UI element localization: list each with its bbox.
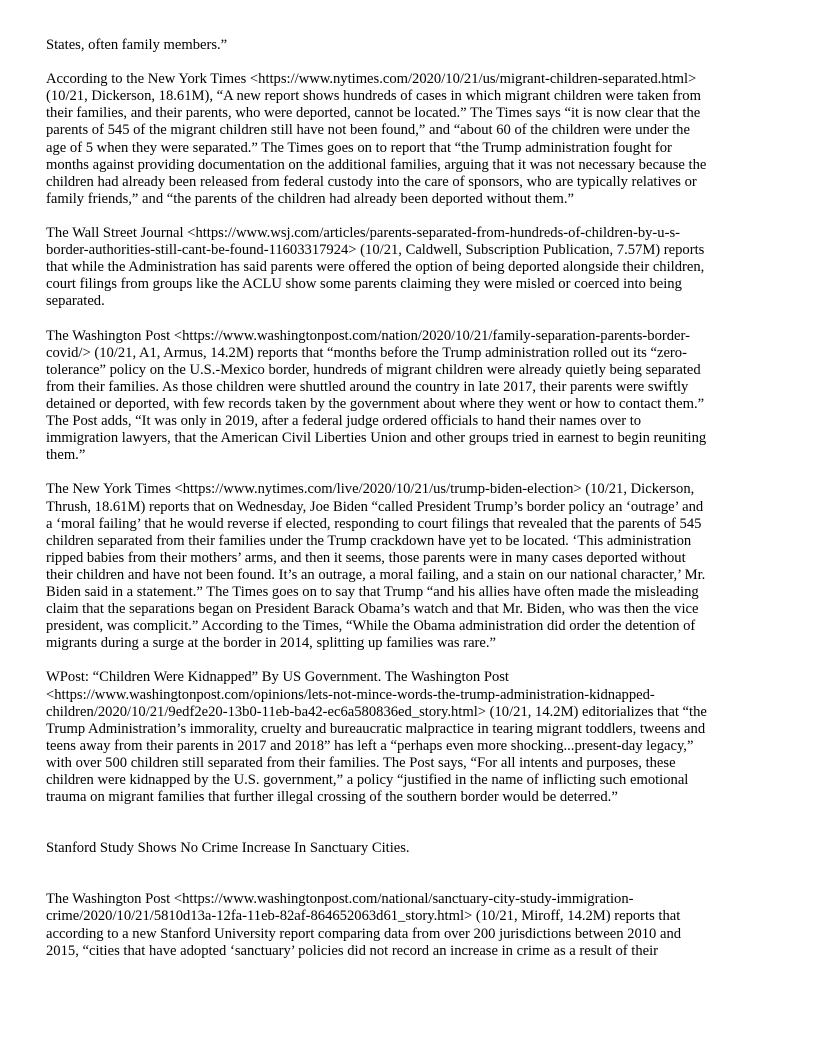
paragraph-continuation: States, often family members.” (46, 37, 228, 53)
paragraph-nyt-biden: The New York Times <https://www.nytimes.com/live/2020/10/21/us/trump-biden-election> (10/21, Dickerson, Thrush, 18.61M) reports that on Wednesday, Joe Biden “called President Trump’s border policy an ‘outrage’ and a ‘moral failing’ that he would reverse if elected, responding to court filings that revealed that the parents of 545 children separated from their families under the Trump crackdown have yet to be located. ‘This administration ripped babies from their mothers’ arms, and then it seems, those parents were in many cases deported without their children and have not been found. It’s an outrage, a moral failing, and a stain on our national character,’ Mr. Biden said in a statement.” The Times goes on to say that Trump “and his allies have often made the misleading claim that the separations began on President Barack Obama’s watch and that Mr. Biden, who was then the vice president, was complicit.” According to the Times, “While the Obama administration did order the detention of migrants during a surge at the border in 2014, splitting up families was rare.” (46, 481, 706, 652)
paragraph-wapo-report: The Washington Post <https://www.washingtonpost.com/nation/2020/10/21/family-separation-parents-border- covid/> (10/21, A1, Armus, 14.2M) reports that “months before the Trump administration rolled out its “zero- tolerance” policy on the U.S.-Mexico border, hundreds of migrant children were already quietly being separated from their families. As those children were shuttled around the country in late 2017, their parents were swiftly detained or deported, with few records taken by the government about where they went or how to contact them.” The Post adds, “It was only in 2019, after a federal judge ordered officials to hand their names over to immigration lawyers, that the American Civil Liberties Union and other groups tried in earnest to begin reuniting them.” (46, 327, 707, 464)
document-page (46, 37, 776, 977)
paragraph-nyt-report: According to the New York Times <https://www.nytimes.com/2020/10/21/us/migrant-children-separated.html> (10/21, Dickerson, 18.61M), “A new report shows hundreds of cases in which migrant children were taken from their families, and their parents, who were deported, cannot be located.” The Times says “it is now clear that the parents of 545 of the migrant children still have not been found,” and “about 60 of the children were under the age of 5 when they were separated.” The Times goes on to report that “the Trump administration fought for months against providing documentation on the additional families, arguing that it was not necessary because the children had already been released from federal custody into the care of sponsors, who are typically relatives or family friends,” and “the parents of the children had already been deported without them.” (46, 71, 707, 207)
paragraph-wapo-editorial: WPost: “Children Were Kidnapped” By US Government. The Washington Post <https://www.washingtonpost.com/opinions/lets-not-mince-words-the-trump-administration-kidnapped- children/2020/10/21/9edf2e20-13b0-11eb-ba42-ec6a580836ed_story.html> (10/21, 14.2M) editorializes that “the Trump Administration’s immorality, cruelty and bureaucratic malpractice in tearing migrant toddlers, tweens and teens away from their parents in 2017 and 2018” has left a “perhaps even more shocking...present-day legacy,” with over 500 children still separated from their families. The Post says, “For all intents and purposes, these children were kidnapped by the U.S. government,” a policy “justified in the name of inflicting such emotional trauma on migrant families that further illegal crossing of the southern border would be deterred.” (46, 669, 707, 806)
paragraph-wsj-report: The Wall Street Journal <https://www.wsj.com/articles/parents-separated-from-hundreds-of-children-by-u-s- border-authorities-still-cant-be-found-11603317924> (10/21, Caldwell, Subscription Publication, 7.57M) reports that while the Administration has said parents were offered the option of being deported alongside their children, court filings from groups like the ACLU show some parents claiming they were misled or coerced into being separated. (46, 225, 705, 310)
paragraph-sanctuary-study: The Washington Post <https://www.washingtonpost.com/national/sanctuary-city-study-immigration- crime/2020/10/21/5810d13a-12fa-11eb-82af-864652063d61_story.html> (10/21, Miroff, 14.2M) reports that according to a new Stanford University report comparing data from over 200 jurisdictions between 2010 and 2015, “cities that have adopted ‘sanctuary’ policies did not record an increase in crime as a result of their (46, 891, 682, 959)
section-heading: Stanford Study Shows No Crime Increase In Sanctuary Cities. (46, 840, 410, 857)
